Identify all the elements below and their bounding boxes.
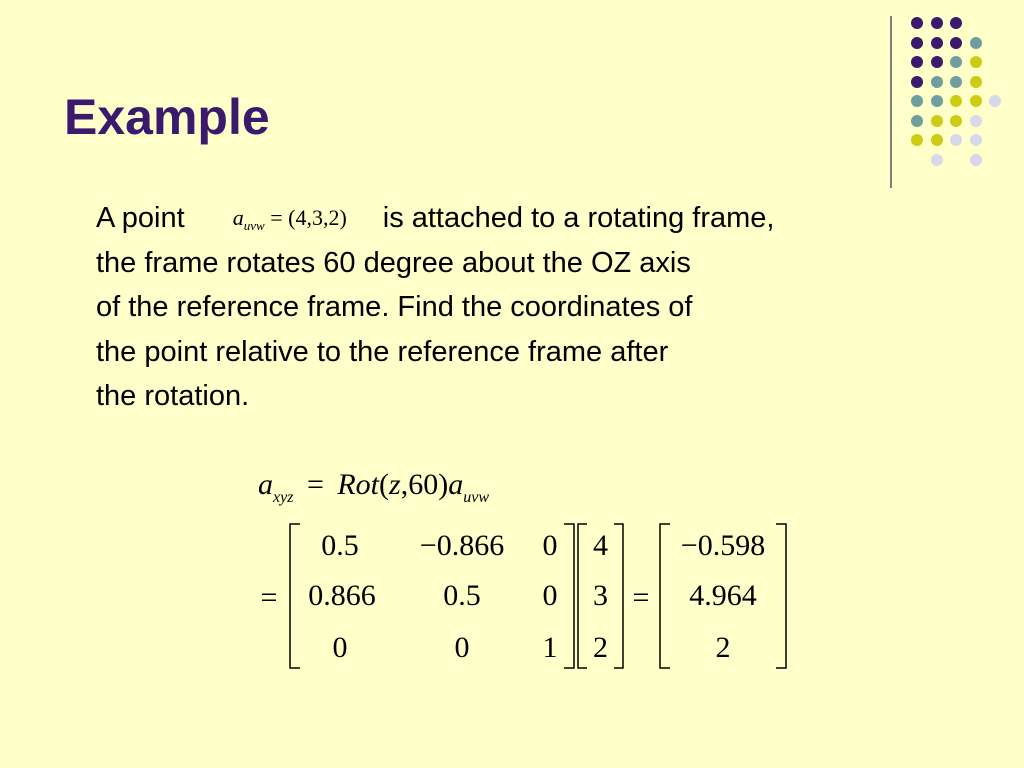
- rot-angle: ,60): [400, 468, 449, 501]
- result-vector-cell-1: −0.598: [680, 529, 766, 562]
- rot-axis: z: [389, 468, 401, 501]
- lhs-symbol: a: [258, 468, 273, 501]
- statement-line-5: the rotation.: [96, 380, 250, 412]
- statement-line-2: the frame rotates 60 degree about the OZ axis: [96, 246, 691, 279]
- point-equals: =: [270, 205, 283, 230]
- point-symbol: a: [232, 205, 244, 230]
- matrix-cell-r3c1: 0: [332, 631, 348, 664]
- input-vector-cell-2: 3: [593, 579, 608, 612]
- result-vector-cell-3: 2: [715, 631, 731, 664]
- rhs-subscript: uvw: [463, 489, 489, 506]
- matrix-cell-r2c1: 0.866: [308, 579, 376, 612]
- point-subscript: uvw: [243, 218, 265, 233]
- matrix-cell-r1c1: 0.5: [321, 529, 359, 562]
- input-vector-cell-3: 2: [593, 631, 608, 664]
- statement-line-4: the point relative to the reference frame after: [96, 335, 669, 368]
- rotation-matrix-right-bracket: [564, 524, 574, 668]
- matrix-cell-r2c2: 0.5: [443, 579, 481, 612]
- statement-prefix: A point: [96, 202, 185, 234]
- matrix-cell-r2c3: 0: [542, 579, 558, 612]
- matrix-cell-r1c2: −0.866: [419, 529, 505, 562]
- result-vector-cell-2: 4.964: [689, 579, 757, 612]
- matrix-cell-r3c3: 1: [542, 631, 558, 664]
- input-vector-cell-1: 4: [593, 529, 608, 562]
- input-vector-left-bracket: [578, 524, 587, 668]
- matrix-equals-2: =: [632, 581, 650, 614]
- statement-suffix: is attached to a rotating frame,: [382, 202, 775, 234]
- point-value: (4,3,2): [288, 205, 347, 230]
- slide-title: Example: [64, 89, 270, 145]
- rot-operator: Rot: [337, 468, 380, 501]
- input-vector-right-bracket: [614, 524, 623, 668]
- statement-line-3: of the reference frame. Find the coordinates of: [96, 291, 693, 323]
- matrix-cell-r3c2: 0: [454, 631, 470, 664]
- rhs-symbol: a: [448, 468, 464, 501]
- lhs-subscript: xyz: [273, 489, 294, 506]
- matrix-equals-1: =: [260, 581, 278, 614]
- rot-open: (: [379, 468, 390, 501]
- matrix-cell-r1c3: 0: [542, 529, 558, 562]
- equation-equals: =: [306, 468, 324, 501]
